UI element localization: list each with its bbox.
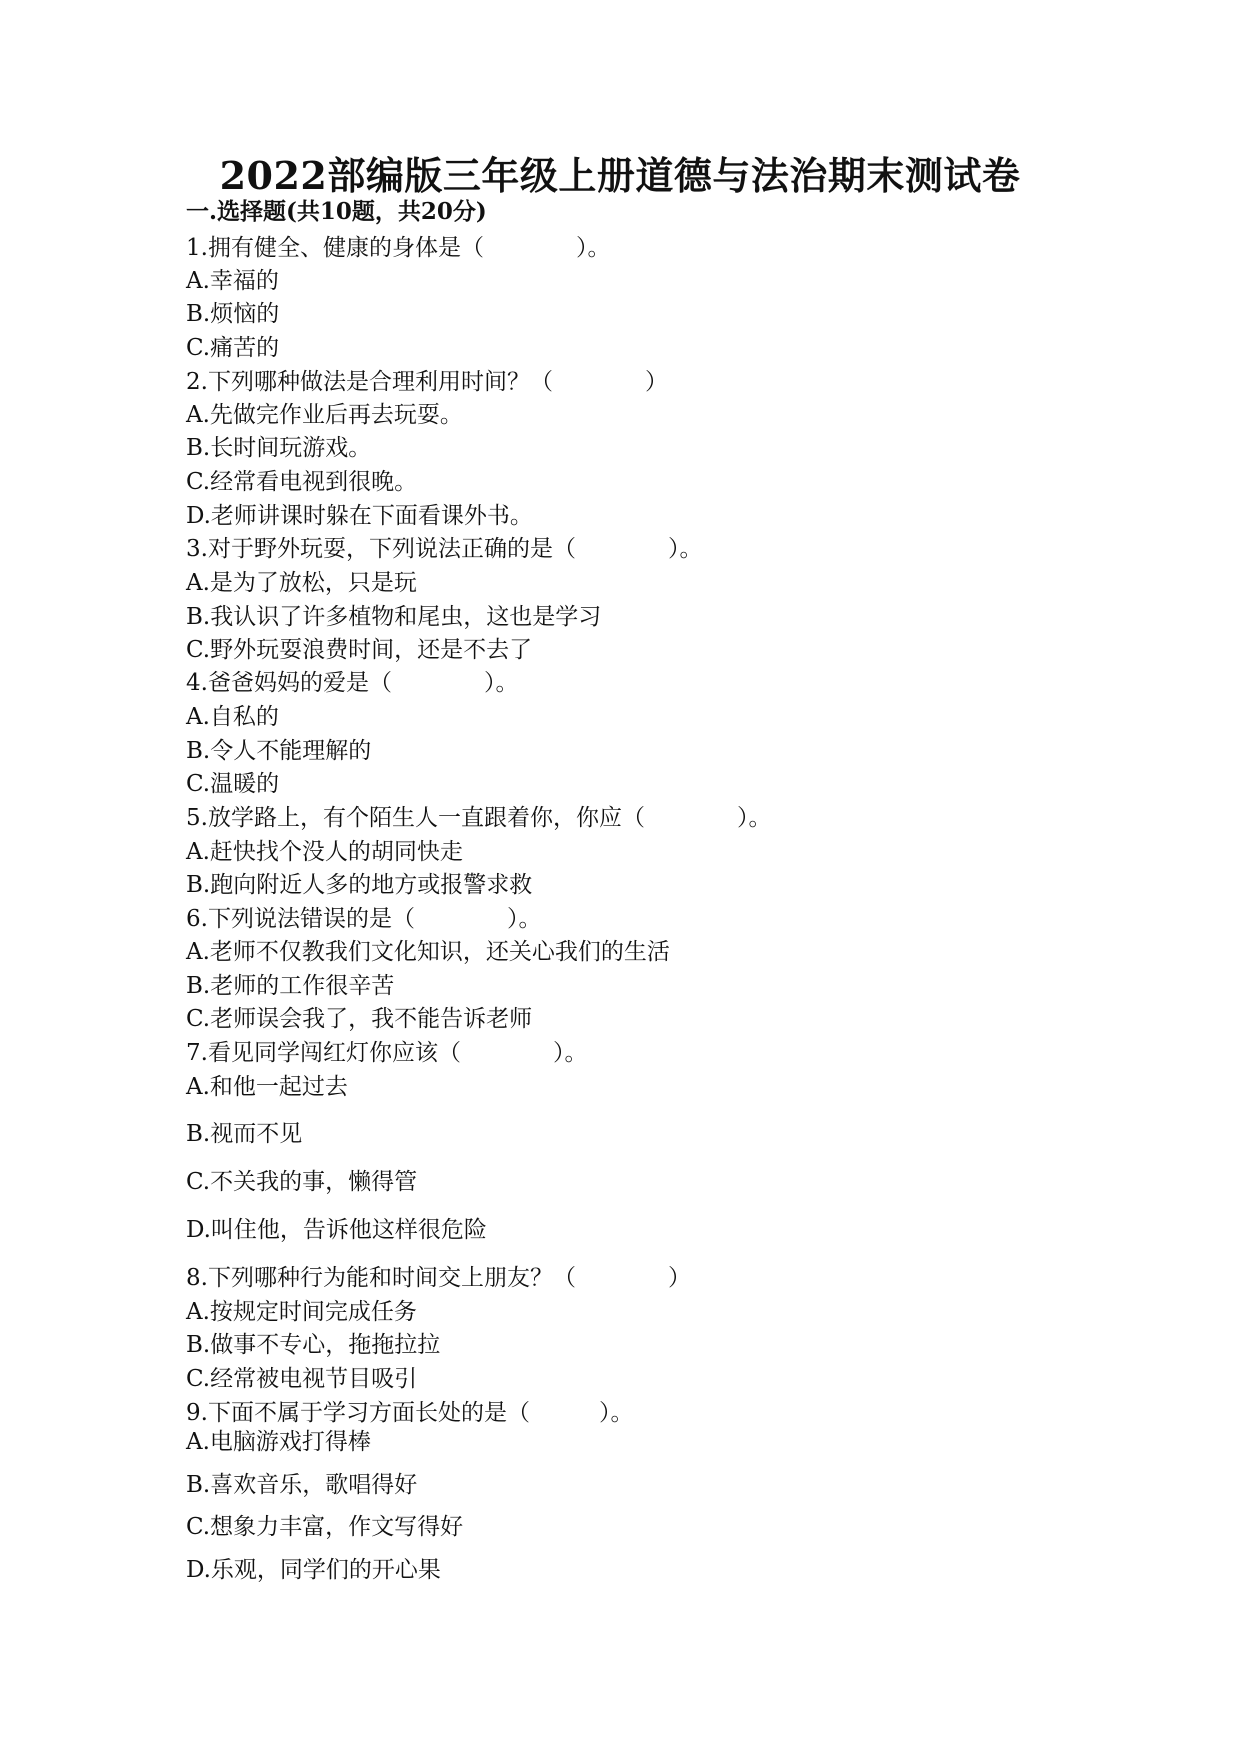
option-5b: B.跑向附近人多的地方或报警求救 [186,872,533,898]
option-8c: C.经常被电视节目吸引 [186,1366,418,1392]
option-2d: D.老师讲课时躲在下面看课外书。 [186,503,533,529]
option-4a: A.自私的 [186,704,279,730]
option-7b: B.视而不见 [186,1121,303,1147]
option-6c: C.老师误会我了，我不能告诉老师 [186,1006,533,1032]
question-9: 9.下面不属于学习方面长处的是（ ）。 [186,1400,634,1426]
section-heading: 一.选择题(共10题，共20分) [186,198,487,225]
option-9d: D.乐观，同学们的开心果 [186,1557,441,1583]
question-7: 7.看见同学闯红灯你应该（ ）。 [186,1040,588,1066]
option-5a: A.赶快找个没人的胡同快走 [186,839,463,865]
option-6b: B.老师的工作很辛苦 [186,973,395,999]
option-1c: C.痛苦的 [186,335,280,361]
question-8: 8.下列哪种行为能和时间交上朋友？（ ） [186,1265,691,1291]
option-9a: A.电脑游戏打得棒 [186,1429,371,1455]
question-6: 6.下列说法错误的是（ ）。 [186,906,542,932]
option-4b: B.令人不能理解的 [186,738,372,764]
option-8a: A.按规定时间完成任务 [186,1299,417,1325]
option-2c: C.经常看电视到很晚。 [186,469,418,495]
option-7d: D.叫住他，告诉他这样很危险 [186,1217,487,1243]
option-2b: B.长时间玩游戏。 [186,435,372,461]
question-3: 3.对于野外玩耍，下列说法正确的是（ ）。 [186,536,703,562]
question-4: 4.爸爸妈妈的爱是（ ）。 [186,670,519,696]
option-9b: B.喜欢音乐，歌唱得好 [186,1472,418,1498]
option-7a: A.和他一起过去 [186,1074,348,1100]
question-2: 2.下列哪种做法是合理利用时间？（ ） [186,369,668,395]
question-1: 1.拥有健全、健康的身体是（ ）。 [186,235,611,261]
exam-title: 2022部编版三年级上册道德与法治期末测试卷 [219,153,1021,198]
option-6a: A.老师不仅教我们文化知识，还关心我们的生活 [186,939,670,965]
option-9c: C.想象力丰富，作文写得好 [186,1514,464,1540]
option-2a: A.先做完作业后再去玩耍。 [186,402,463,428]
option-3b: B.我认识了许多植物和尾虫，这也是学习 [186,604,602,630]
option-4c: C.温暖的 [186,771,280,797]
option-3c: C.野外玩耍浪费时间，还是不去了 [186,637,533,663]
question-5: 5.放学路上，有个陌生人一直跟着你，你应（ ）。 [186,805,772,831]
option-3a: A.是为了放松，只是玩 [186,570,417,596]
option-1a: A.幸福的 [186,268,279,294]
option-8b: B.做事不专心，拖拖拉拉 [186,1332,441,1358]
option-1b: B.烦恼的 [186,301,280,327]
option-7c: C.不关我的事，懒得管 [186,1169,418,1195]
